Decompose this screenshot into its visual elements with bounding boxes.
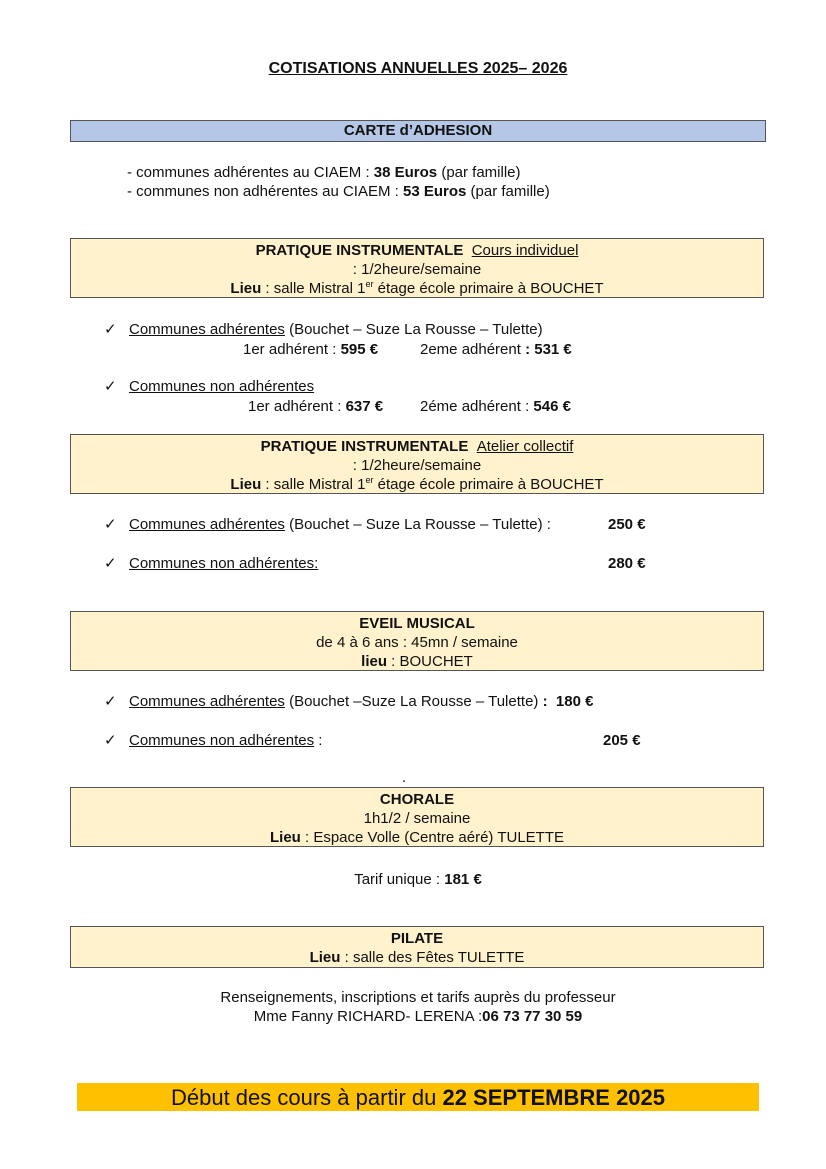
checkmark-icon: ✓ (104, 555, 117, 572)
collectif-lieu (71, 475, 763, 494)
collectif-heading-line (71, 437, 763, 456)
chorale-tarif (0, 870, 826, 889)
collectif-box (70, 434, 764, 494)
chorale-tarif-price: 181 € (444, 871, 482, 888)
individuel-non-line (129, 377, 314, 396)
collectif-adh-line (129, 515, 551, 534)
collectif-heading: PRATIQUE INSTRUMENTALE (260, 438, 469, 455)
individuel-box (70, 238, 764, 298)
eveil-lieu (71, 652, 763, 671)
adhesion-non-adherent-suffix: (par famille) (466, 183, 550, 200)
individuel-adh-second-price: : 531 € (525, 341, 572, 358)
individuel-duration: : 1/2heure/semaine (352, 261, 482, 278)
banner-prefix: Début des cours à partir du (170, 1085, 443, 1110)
pilate-lieu-label: Lieu (309, 949, 341, 966)
individuel-non-first-price: 637 € (345, 398, 384, 415)
collectif-lieu-pre: : salle Mistral 1 (261, 476, 366, 493)
individuel-lieu-pre: : salle Mistral 1 (261, 280, 366, 297)
eveil-adh-line (129, 692, 593, 711)
eveil-lieu-value: : BOUCHET (387, 653, 473, 670)
chorale-lieu (71, 828, 763, 847)
adhesion-header: CARTE d’ADHESION (343, 122, 493, 139)
individuel-adh-line (129, 320, 543, 339)
individuel-adh-first-price: 595 € (340, 341, 379, 358)
banner-date: 22 SEPTEMBRE 2025 (442, 1085, 666, 1110)
eveil-adh-label: Communes adhérentes (129, 693, 285, 710)
individuel-non-first-label: 1er adhérent : (248, 398, 346, 415)
eveil-adh-detail: (Bouchet –Suze La Rousse – Tulette) (284, 693, 543, 710)
checkmark-icon: ✓ (104, 516, 117, 533)
chorale-tarif-label: Tarif unique : (354, 871, 445, 888)
pilate-lieu (71, 948, 763, 967)
adhesion-header-box (70, 120, 766, 142)
adhesion-adherent-suffix: (par famille) (437, 164, 521, 181)
individuel-non-second-label: 2éme adhérent : (420, 398, 534, 415)
chorale-lieu-value: : Espace Volle (Centre aéré) TULETTE (300, 829, 564, 846)
individuel-heading: PRATIQUE INSTRUMENTALE (255, 242, 464, 259)
collectif-adh-label: Communes adhérentes (129, 516, 285, 533)
eveil-non-price: 205 € (603, 732, 641, 749)
chorale-lieu-label: Lieu (269, 829, 301, 846)
collectif-adh-detail: (Bouchet – Suze La Rousse – Tulette) : (284, 516, 551, 533)
collectif-non-label: Communes non adhérentes: (129, 555, 319, 572)
individuel-adh-second-label: 2eme adhérent (420, 341, 526, 358)
collectif-lieu-sup: er (365, 475, 374, 485)
pilate-lieu-value: : salle des Fêtes TULETTE (340, 949, 525, 966)
chorale-heading: CHORALE (379, 791, 455, 808)
contact-name: Mme Fanny RICHARD- LERENA : (253, 1008, 483, 1025)
individuel-lieu-post: étage école primaire à BOUCHET (373, 280, 604, 297)
adhesion-non-adherent-price: 53 Euros (402, 183, 467, 200)
pilate-box (70, 926, 764, 968)
eveil-non-line (129, 731, 322, 750)
adhesion-line-adherent (127, 163, 521, 182)
contact-info: Renseignements, inscriptions et tarifs auprès du professeur (220, 989, 616, 1006)
eveil-heading: EVEIL MUSICAL (359, 615, 475, 632)
collectif-duration: : 1/2heure/semaine (352, 457, 482, 474)
collectif-lieu-label: Lieu (230, 476, 262, 493)
individuel-adh-detail: (Bouchet – Suze La Rousse – Tulette) (284, 321, 543, 338)
chorale-duration: 1h1/2 / semaine (363, 810, 471, 827)
eveil-ages: de 4 à 6 ans : 45mn / semaine (316, 634, 518, 651)
adhesion-line-non-adherent (127, 182, 550, 201)
individuel-non-second-price: 546 € (533, 398, 571, 415)
adhesion-adherent-price: 38 Euros (373, 164, 438, 181)
eveil-adh-price: : 180 € (542, 693, 594, 710)
individuel-heading-line (71, 241, 763, 260)
individuel-adh-second (420, 340, 572, 359)
checkmark-icon: ✓ (104, 693, 117, 710)
collectif-adh-price: 250 € (608, 516, 646, 533)
individuel-adh-label: Communes adhérentes (129, 321, 285, 338)
individuel-adh-prices (243, 340, 378, 359)
eveil-non-detail: : (314, 732, 323, 749)
individuel-non-label: Communes non adhérentes (129, 378, 315, 395)
individuel-lieu-label: Lieu (230, 280, 262, 297)
individuel-non-second (420, 397, 571, 416)
collectif-non-price: 280 € (608, 555, 646, 572)
eveil-non-label: Communes non adhérentes (129, 732, 315, 749)
separator-dot: . (402, 769, 407, 786)
contact-name-line (0, 1007, 826, 1026)
individuel-type: Cours individuel (471, 242, 579, 259)
collectif-type: Atelier collectif (476, 438, 574, 455)
individuel-non-prices (248, 397, 383, 416)
chorale-box (70, 787, 764, 847)
contact-phone: 06 73 77 30 59 (482, 1008, 583, 1025)
individuel-lieu (71, 279, 763, 298)
pilate-heading: PILATE (390, 930, 444, 947)
page-title: COTISATIONS ANNUELLES 2025– 2026 (268, 60, 568, 77)
checkmark-icon: ✓ (104, 378, 117, 395)
adhesion-non-adherent-label: - communes non adhérentes au CIAEM : (127, 183, 403, 200)
adhesion-adherent-label: - communes adhérentes au CIAEM : (127, 164, 374, 181)
eveil-box (70, 611, 764, 671)
individuel-adh-first-label: 1er adhérent : (243, 341, 341, 358)
collectif-lieu-post: étage école primaire à BOUCHET (373, 476, 604, 493)
checkmark-icon: ✓ (104, 732, 117, 749)
eveil-lieu-label: lieu (361, 653, 387, 670)
start-date-banner (77, 1083, 759, 1111)
individuel-lieu-sup: er (365, 279, 374, 289)
checkmark-icon: ✓ (104, 321, 117, 338)
